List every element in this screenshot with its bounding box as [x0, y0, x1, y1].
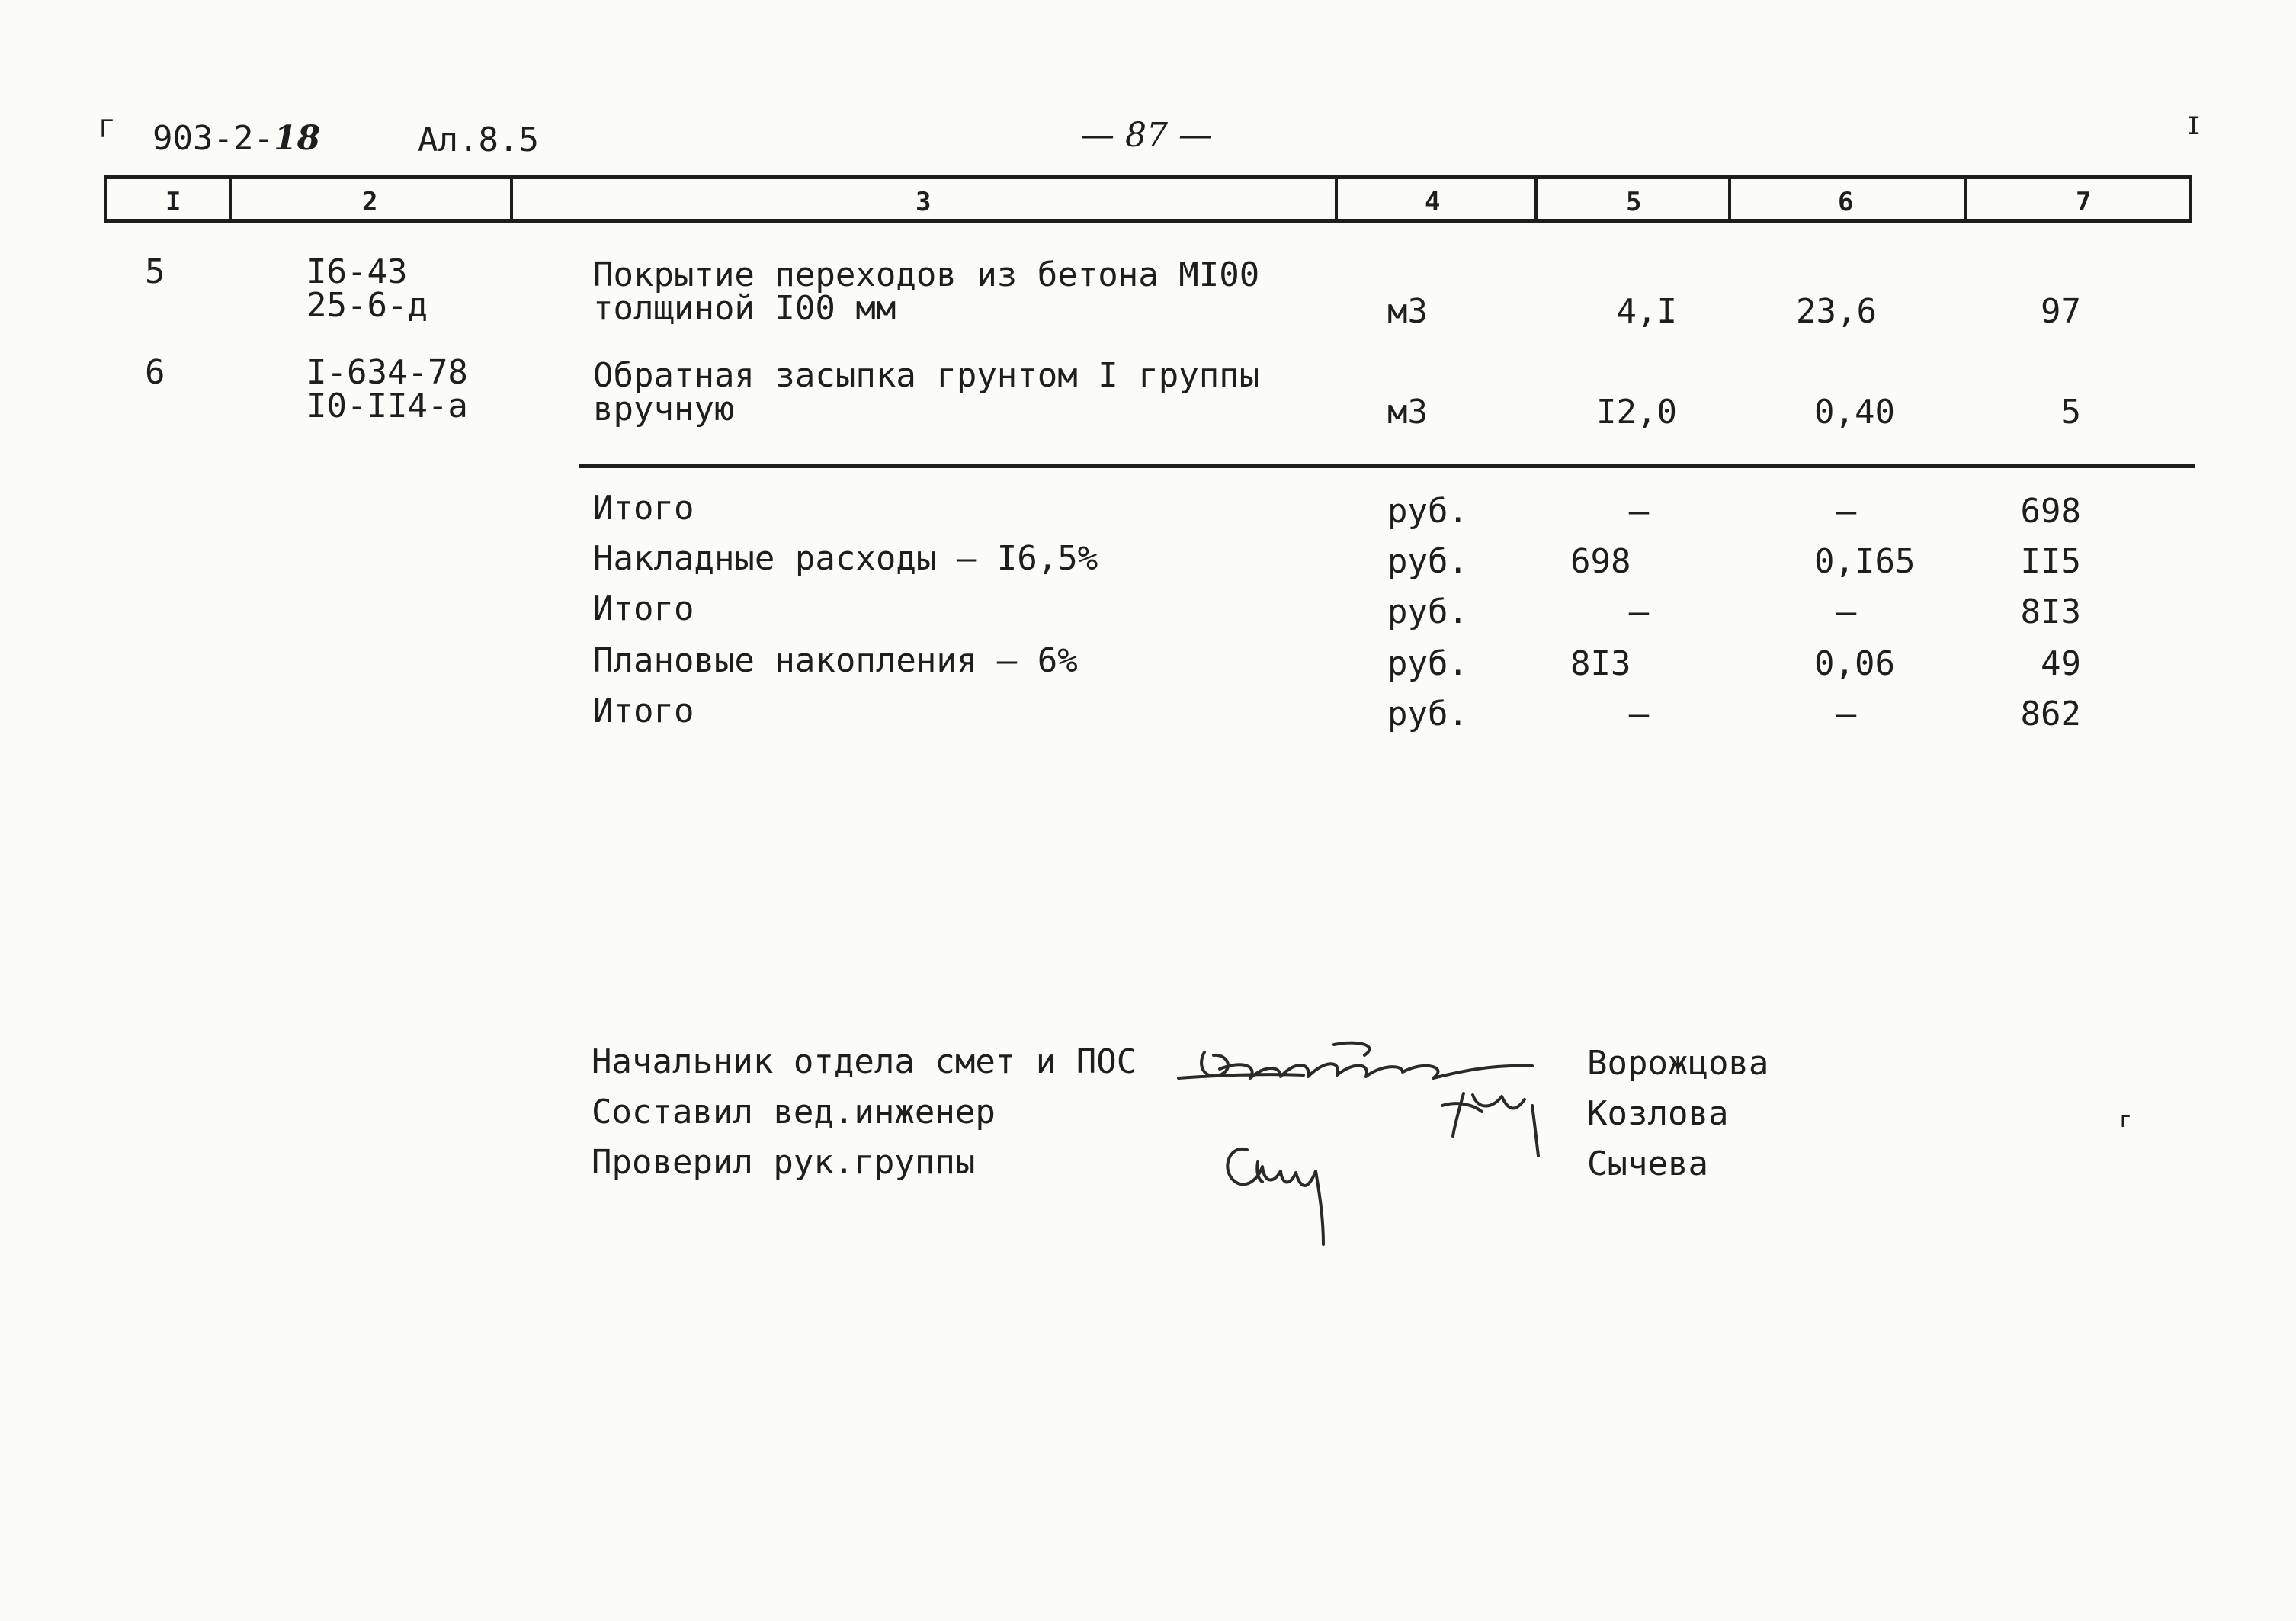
column-number: 2 [362, 187, 378, 217]
signer-role: Составил вед.инженер [592, 1093, 996, 1131]
row-quantity: I2,0 [1596, 393, 1677, 432]
row-unit: м3 [1387, 292, 1428, 331]
summary-base: 8I3 [1570, 644, 1631, 683]
summary-rate: – [1836, 592, 1857, 631]
signer-name: Ворожцова [1587, 1044, 1769, 1083]
summary-label: Итого [593, 589, 694, 628]
row-unit: м3 [1387, 393, 1428, 432]
row-number: 5 [145, 252, 165, 291]
page-number: — 87 — [1081, 116, 1212, 155]
column-divider [1964, 179, 1967, 219]
row-code-line2: I0-II4-а [306, 387, 468, 425]
column-header-row [104, 175, 2192, 223]
summary-base: – [1628, 695, 1650, 733]
column-divider [1335, 179, 1338, 219]
column-number: 7 [2076, 187, 2092, 217]
row-code-line1: I6-43 [306, 252, 408, 291]
summary-label: Плановые накопления – 6% [593, 641, 1078, 680]
row-total: 5 [2060, 393, 2081, 432]
column-divider [1534, 179, 1538, 219]
signer-role: Начальник отдела смет и ПОС [592, 1042, 1137, 1081]
summary-label: Итого [593, 692, 694, 730]
row-unit-price: 23,6 [1796, 292, 1877, 331]
signature-sycheva [1227, 1149, 1323, 1244]
summary-unit: руб. [1387, 592, 1468, 631]
album-number: Ал.8.5 [418, 120, 539, 159]
row-unit-price: 0,40 [1814, 393, 1895, 432]
totals-rule [579, 464, 2195, 468]
summary-label: Итого [593, 489, 694, 528]
summary-rate: 0,06 [1814, 644, 1895, 683]
summary-base: 698 [1570, 542, 1631, 581]
column-number: 6 [1838, 187, 1854, 217]
document-code-handwritten: 18 [273, 119, 321, 158]
summary-rate: 0,I65 [1814, 542, 1916, 581]
row-number: 6 [145, 353, 165, 392]
signer-name: Сычева [1587, 1144, 1708, 1183]
column-number: 4 [1425, 187, 1441, 217]
summary-total: 698 [2020, 492, 2081, 531]
signer-name: Козлова [1587, 1094, 1729, 1133]
summary-unit: руб. [1387, 542, 1468, 581]
signature-vorozhtsova [1178, 1043, 1532, 1078]
summary-label: Накладные расходы – I6,5% [593, 539, 1098, 578]
column-number: 3 [916, 187, 932, 217]
handwritten-signatures [1174, 1022, 1586, 1250]
column-number: 5 [1626, 187, 1642, 217]
summary-unit: руб. [1387, 695, 1468, 733]
row-name-line2: толщиной I00 мм [593, 289, 896, 328]
document-code-printed: 903-2- [152, 119, 274, 158]
summary-rate: – [1836, 695, 1857, 733]
summary-rate: – [1836, 492, 1857, 531]
row-name-line1: Обратная засыпка грунтом I группы [593, 356, 1260, 395]
corner-mark: Г [99, 114, 114, 143]
row-name-line1: Покрытие переходов из бетона МI00 [593, 255, 1260, 294]
signature-kozlova [1442, 1093, 1538, 1156]
summary-total: 8I3 [2020, 592, 2081, 631]
summary-total: 862 [2020, 695, 2081, 733]
row-code-line2: 25-6-д [306, 286, 428, 325]
summary-total: 49 [2041, 644, 2081, 683]
row-code-line1: I-634-78 [306, 353, 468, 392]
row-total: 97 [2041, 292, 2081, 331]
row-name-line2: вручную [593, 390, 735, 429]
summary-base: – [1628, 592, 1650, 631]
scan-mark: г [2119, 1107, 2132, 1132]
row-quantity: 4,I [1616, 292, 1677, 331]
signer-role: Проверил рук.группы [592, 1143, 976, 1182]
right-margin-mark: I [2186, 111, 2201, 140]
document-code [152, 119, 320, 158]
summary-total: II5 [2020, 542, 2081, 581]
column-divider [1728, 179, 1731, 219]
summary-base: – [1628, 492, 1650, 531]
summary-unit: руб. [1387, 492, 1468, 531]
column-divider [229, 179, 232, 219]
summary-unit: руб. [1387, 644, 1468, 683]
column-number: I [165, 187, 181, 217]
column-divider [510, 179, 513, 219]
